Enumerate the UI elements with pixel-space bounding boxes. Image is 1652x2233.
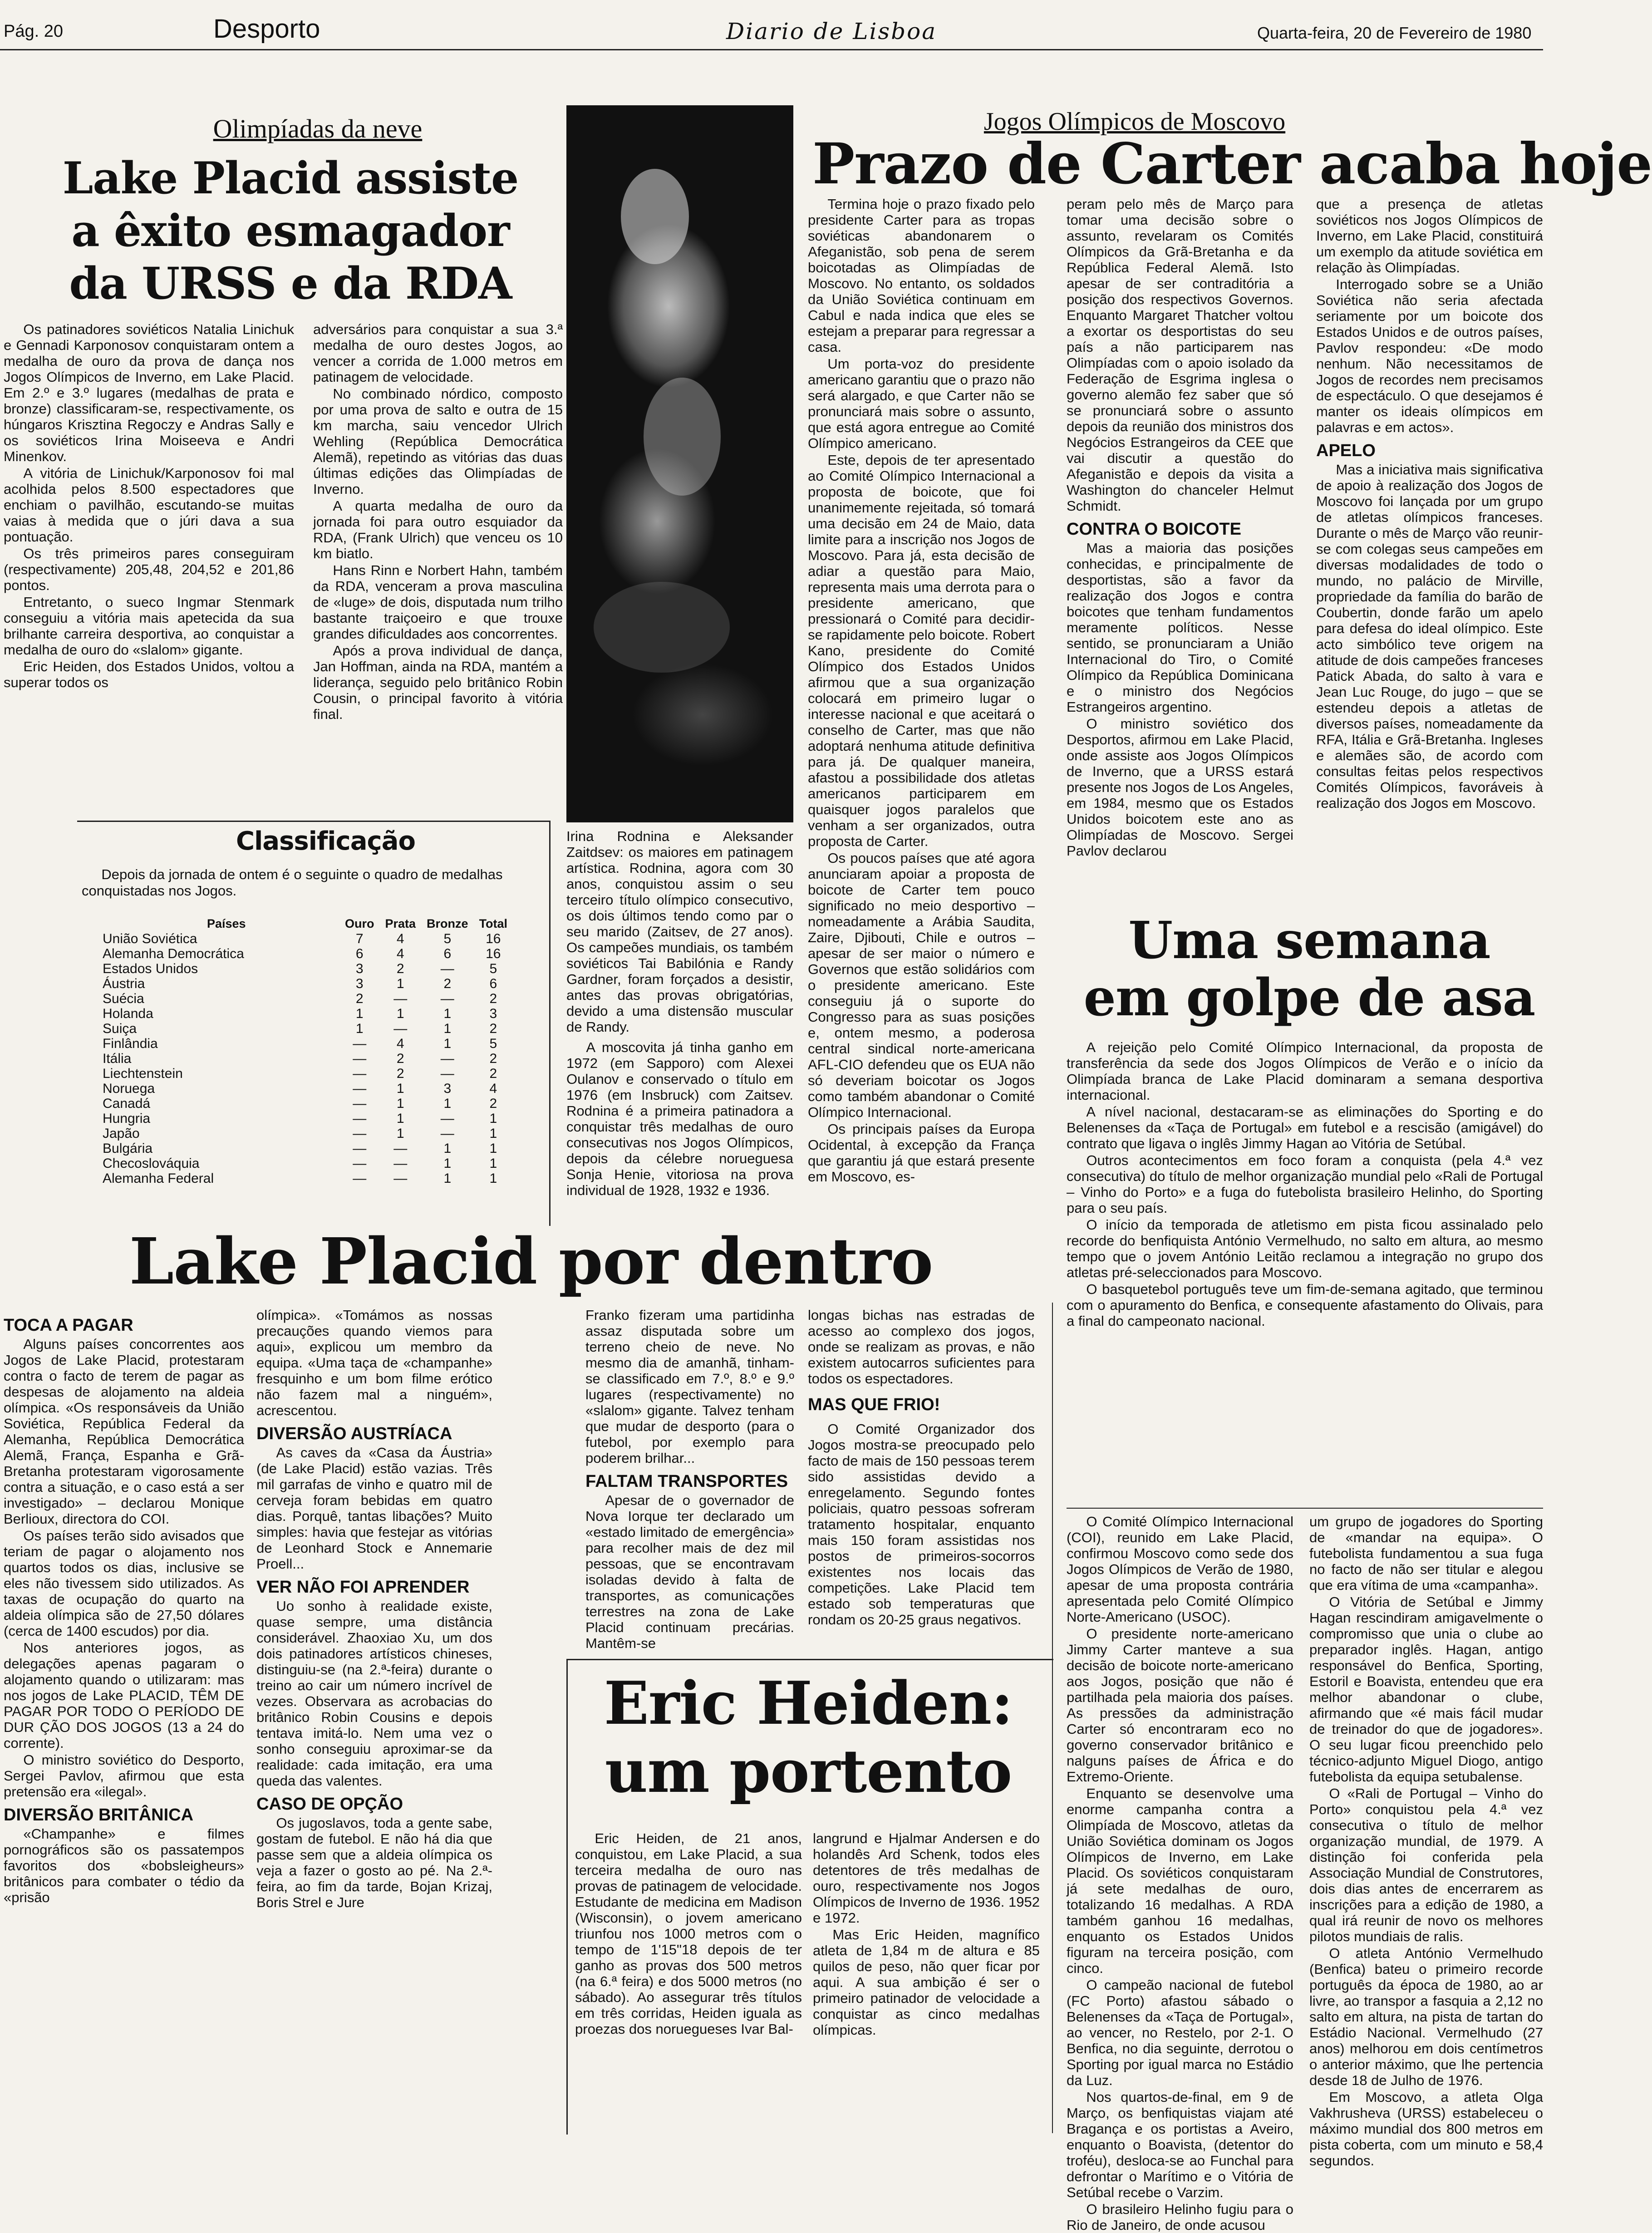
paragraph: Este, depois de ter apresentado ao Comité Olímpico Internacional a proposta de boicote, que foi unanimemente rejeitada, só tomará uma decisão em 24 de Maio, data limite para a inscrição nos Jogos de Moscovo. Para já, esta decisão de adiar a questão para Maio, representa mais uma derrota para o presidente americano, que pressionará o Comité para decidir-se rapidamente pelo boicote. Robert Kano, presidente do Comité Olímpico dos Estados Unidos afirmou que a sua organização colocará em primeiro lugar o interesse nacional e que aceitará o conselho de Carter, mas que não adoptará nenhuma atitude definitiva para já. De qualquer maneira, afastou a possibilidade dos atletas americanos participarem em quaisquer jogos paralelos que venham a ser organizados, outra proposta de Carter.: [808, 452, 1035, 849]
col-header-silver: Prata: [385, 917, 416, 930]
rodnina-column: [566, 828, 793, 1219]
header-rule: [0, 49, 1543, 50]
medal-country-cell: Alemanha Democrática: [103, 946, 244, 961]
col-header-gold: Ouro: [345, 917, 374, 930]
medal-table-row: [103, 991, 513, 1006]
medal-country-cell: Checoslováquia: [103, 1156, 200, 1171]
medal-gold-cell: —: [353, 1096, 367, 1111]
medal-total-cell: 3: [489, 1006, 497, 1021]
carter-col1: [808, 196, 1035, 1185]
paragraph: Em Moscovo, a atleta Olga Vakhrusheva (URSS) estabeleceu o máximo mundial dos 800 metros em pista coberta, com um minuto e 58,4 segundos.: [1309, 2089, 1543, 2169]
paragraph: As caves da «Casa da Áustria» (de Lake Placid) estão vazias. Três mil garrafas de vinho e quatro mil de cerveja foram bebidas em quatro dias. Porquê, tantas libações? Muito simples: havia que festejar as vitórias de Leonhard Stock e Annemarie Proell...: [256, 1445, 492, 1572]
paragraph: Mas a iniciativa mais significativa de apoio à realização dos Jogos de Moscovo foi lançada por um grupo de atletas olímpicos franceses. Durante o mês de Março vão reunir-se com colegas seus campeões em diversas modalidades de todo o mundo, no palácio de Mirville, propriedade da família do barão de Coubertin, donde farão um apelo para defesa do ideal olímpico. Este acto simbólico teve origem na atitude de dois campeões franceses Patick Abada, do salto à vara e Jean Luc Rouge, do jugo – que se estendeu depois a atletas de diversos países, nomeadamente da RFA, Itália e Grã-Bretanha. Ingleses e alemães são, de acordo com consultas feitas pelos respectivos Comités Olímpicos, favoráveis à realização dos Jogos em Moscovo.: [1316, 462, 1543, 811]
paragraph: olímpica». «Tomámos as nossas precauções quando viemos para aqui», explicou um membro da equipa. «Uma taça de «champanhe» fresquinho e um bom filme erótico não fazem mal a ninguém», acrescentou.: [256, 1307, 492, 1418]
medal-table: [103, 916, 513, 1186]
medal-silver-cell: 1: [396, 1126, 404, 1141]
paragraph: O ministro soviético dos Desportos, afirmou em Lake Placid, onde assiste aos Jogos Olímpicos de Inverno, que a URSS estará presente nos Jogos de Los Angeles, em 1984, mesmo que os Estados Unidos boicotem este ano as Olimpíadas de Moscovo. Sergei Pavlov declarou: [1067, 716, 1293, 859]
medal-country-cell: Estados Unidos: [103, 961, 198, 976]
medal-country-cell: Suiça: [103, 1021, 137, 1036]
medal-gold-cell: —: [353, 1081, 367, 1096]
olimpiadas-headline: [18, 152, 563, 310]
medal-total-cell: 2: [489, 1051, 497, 1066]
medal-silver-cell: —: [393, 991, 408, 1006]
paragraph: Mas Eric Heiden, magnífico atleta de 1,84 m de altura e 85 quilos de peso, não quer ficar por aqui. A sua ambição é ser o primeiro patinador de velocidade a conquistar as cinco medalhas olímpicas.: [813, 1927, 1040, 2038]
dentro-col3: [585, 1307, 794, 1652]
medal-table-row: [103, 1096, 513, 1111]
medal-total-cell: 6: [489, 976, 497, 991]
medal-bronze-cell: —: [440, 991, 454, 1006]
medal-silver-cell: 4: [396, 931, 404, 946]
paragraph: Termina hoje o prazo fixado pelo presidente Carter para as tropas soviéticas abandonarem o Afeganistão, sob pena de serem boicotadas as Olimpíadas de Moscovo. No entanto, os soldados da União Soviética continuam em Cabul e nada indica que eles se estejam a preparar para regressar a casa.: [808, 196, 1035, 355]
medal-table-row: [103, 1156, 513, 1171]
dentro-headline: Lake Placid por dentro: [129, 1225, 933, 1299]
medal-silver-cell: 1: [396, 976, 404, 991]
medal-country-cell: Suécia: [103, 991, 144, 1006]
paragraph: O Vitória de Setúbal e Jimmy Hagan rescindiram amigavelmente o compromisso que unia o clube ao preparador inglês. Hagan, antigo responsável do Benfica, Sporting, Estoril e Boavista, entendeu que era melhor abandonar o clube, afirmando que «é mais fácil mudar de treinador do que de jogadores». O seu lugar ficou preenchido pelo técnico-adjunto Miguel Diogo, antigo futebolista da equipa setubalense.: [1309, 1594, 1543, 1785]
medal-bronze-cell: 1: [443, 1021, 452, 1036]
medal-silver-cell: —: [393, 1021, 408, 1036]
paragraph: A quarta medalha de ouro da jornada foi para outro esquiador da RDA, (Frank Ulrich) que venceu os 10 km biatlo.: [313, 498, 563, 561]
medal-bronze-cell: —: [440, 1066, 454, 1081]
medal-silver-cell: 2: [396, 961, 404, 976]
paragraph: A nível nacional, destacaram-se as eliminações do Sporting e do Belenenses da «Taça de Portugal» em futebol e a rescisão (amigável) do contrato que ligava o inglês Jimmy Hagan ao Vitória de Setúbal.: [1067, 1104, 1543, 1151]
classificacao-title: Classificação: [236, 826, 415, 856]
medal-gold-cell: 1: [355, 1006, 364, 1021]
medal-total-cell: 16: [486, 946, 501, 961]
paragraph: No combinado nórdico, composto por uma prova de salto e outra de 15 km marcha, saiu vencedor Ulrich Wehling (República Democrática Alemã), repetindo as vitórias das duas últimas edições das Olimpíadas de Inverno.: [313, 386, 563, 497]
semana-col1: [1067, 1514, 1293, 2233]
medal-gold-cell: —: [353, 1036, 367, 1051]
medal-gold-cell: 7: [355, 931, 364, 946]
medal-bronze-cell: —: [440, 1111, 454, 1126]
medal-bronze-cell: 2: [443, 976, 452, 991]
medal-table-row: [103, 1141, 513, 1156]
paragraph: longas bichas nas estradas de acesso ao complexo dos jogos, onde se realizam as provas, e não existem autocarros suficientes para todos os espectadores.: [808, 1307, 1035, 1387]
semana-lead: [1067, 1039, 1543, 1502]
medal-bronze-cell: 1: [443, 1171, 452, 1186]
paragraph: Franko fizeram uma partidinha assaz disputada sobre um terreno cheio de neve. No mesmo dia de amanhã, tinham-se classificado em 7.º, 8.º e 9.º lugares (respectivamente) no «slalom» gigante. Talvez tenham que mudar de desporto (para o futebol, por exemplo para poderem brilhar...: [585, 1307, 794, 1466]
paragraph: adversários para conquistar a sua 3.ª medalha de ouro destes Jogos, ao vencer a corrida de 1.000 metros em patinagem de velocidade.: [313, 321, 563, 385]
medal-total-cell: 2: [489, 1021, 497, 1036]
medal-total-cell: 1: [489, 1141, 497, 1156]
paragraph: O brasileiro Helinho fugiu para o Rio de Janeiro, de onde acusou: [1067, 2201, 1293, 2233]
medal-silver-cell: 4: [396, 946, 404, 961]
medal-gold-cell: —: [353, 1126, 367, 1141]
skater-photo: [566, 105, 793, 822]
paragraph: Nos quartos-de-final, em 9 de Março, os benfiquistas viajam até Bragança e os portistas a Aveiro, enquanto o Boavista, (detentor do troféu), desloca-se ao Funchal para defrontar o Marítimo e o Vitória de Setúbal recebe o Varzim.: [1067, 2089, 1293, 2200]
medal-gold-cell: 6: [355, 946, 364, 961]
paragraph: A vitória de Linichuk/Karponosov foi mal acolhida pelos 8.500 espectadores que enchiam o pavilhão, escutando-se muitas vaias à medida que o júri dava a sua pontuação.: [4, 465, 294, 545]
heiden-col2: [813, 1830, 1040, 2130]
medal-total-cell: 16: [486, 931, 501, 946]
medal-total-cell: 1: [489, 1171, 497, 1186]
paragraph: Uo sonho à realidade existe, quase sempre, uma distância considerável. Zhaoxiao Xu, um dos dois patinadores artísticos chineses, distinguiu-se (na 2.ª-feira) durante o treino ao cair um número incrível de vezes. Observara as acrobacias do britânico Robin Cousins e depois tentava imitá-lo. Nem uma vez o sonho conseguiu aproximar-se da realidade: cada imitação, era uma queda das valentes.: [256, 1598, 492, 1789]
paragraph: Os jugoslavos, toda a gente sabe, gostam de futebol. E não há dia que passe sem que a aldeia olímpica os veja a fazer o gosto ao pé. Na 2.ª-feira, ao fim da tarde, Bojan Krizaj, Boris Strel e Jure: [256, 1815, 492, 1910]
paragraph: um grupo de jogadores do Sporting de «mandar na equipa». O futebolista fundamentou a sua fuga no facto de não ser titular e alegou que era vítima de uma «campanha».: [1309, 1514, 1543, 1593]
masthead-logo: Diario de Lisboa: [726, 18, 937, 44]
paragraph: Os poucos países que até agora anunciaram apoiar a proposta de boicote de Carter tem pouco significado no meio desportivo – nomeadamente a Arábia Saudita, Zaire, Djibouti, Chile e outros – apesar de ser maior o número e Governos que estão solidários com o presidente americano. Este conseguiu já o suporte do Congresso para as suas posições e, ontem mesmo, a poderosa central sindical norte-americana AFL-CIO defendeu que os EUA não só deveriam boicotar os Jogos como também abandonar o Comité Olímpico Internacional.: [808, 850, 1035, 1120]
paragraph: Entretanto, o sueco Ingmar Stenmark conseguiu a vitória mais apetecida da sua brilhante carreira desportiva, ao conquistar a medalha de ouro do «slalom» gigante.: [4, 594, 294, 658]
medal-gold-cell: —: [353, 1066, 367, 1081]
medal-silver-cell: 2: [396, 1051, 404, 1066]
paragraph: O campeão nacional de futebol (FC Porto) afastou sábado o Belenenses da «Taça de Portugal», ao vencer, no Restelo, por 2-1. O Benfica, no dia seguinte, derrotou o Sporting por igual marca no Estádio da Luz.: [1067, 1977, 1293, 2088]
paragraph: O atleta António Vermelhudo (Benfica) bateu o primeiro recorde português da época de 1980, ao ar livre, ao transpor a fasquia a 2,12 no salto em altura, na pista de tartan do Estádio Nacional. Vermelhudo (27 anos) melhorou em dois centímetros o anterior máximo, que lhe pertencia desde 18 de Julho de 1976.: [1309, 1945, 1543, 2088]
medal-bronze-cell: 6: [443, 946, 452, 961]
paragraph: O ministro soviético do Desporto, Sergei Pavlov, afirmou que esta pretensão era «ilegal».: [4, 1752, 244, 1800]
paragraph: Outros acontecimentos em foco foram a conquista (pela 4.ª vez consecutiva) do título de melhor organização mundial pelo «Rali de Portugal – Vinho do Porto» e a fuga do futebolista brasileiro Helinho, do Sporting para o seu país.: [1067, 1152, 1543, 1216]
medal-table-row: [103, 976, 513, 991]
medal-gold-cell: 1: [355, 1021, 364, 1036]
paragraph: «Champanhe» e filmes pornográficos são os passatempos favoritos dos «bobsleigheurs» britânicos para combater o tédio da «prisão: [4, 1826, 244, 1905]
medal-country-cell: Holanda: [103, 1006, 153, 1021]
subhead-caso-de-opcao: CASO DE OPÇÃO: [256, 1795, 403, 1814]
paragraph: Após a prova individual de dança, Jan Hoffman, ainda na RDA, mantém a liderança, seguido pelo britânico Robin Cousin, o principal favorito à vitória final.: [313, 643, 563, 722]
medal-country-cell: Áustria: [103, 976, 145, 991]
medal-total-cell: 1: [489, 1126, 497, 1141]
page-number: Pág. 20: [4, 22, 63, 41]
col-header-countries: Países: [207, 917, 246, 930]
semana-headline: [1071, 912, 1548, 1027]
paragraph: O início da temporada de atletismo em pista ficou assinalado pelo recorde do benfiquista António Vermelhudo, no salto em altura, ao mesmo tempo que o jovem António Leitão reclamou a integração no grupo dos atletas pré-seleccionados para Moscovo.: [1067, 1217, 1543, 1280]
medal-country-cell: Finlândia: [103, 1036, 158, 1051]
medal-silver-cell: 2: [396, 1066, 404, 1081]
medal-country-cell: Bulgária: [103, 1141, 153, 1156]
medal-total-cell: 5: [489, 961, 497, 976]
paragraph: Os patinadores soviéticos Natalia Linichuk e Gennadi Karponosov conquistaram ontem a medalha de ouro da prova de dança nos Jogos Olímpicos de Inverno, em Lake Placid. Em 2.º e 3.º lugares (medalhas de prata e bronze) classificaram-se, respectivamente, os húngaros Krisztina Regoczy e Andras Sally e os soviéticos Irina Moiseeva e Andri Minenkov.: [4, 321, 294, 464]
paragraph: Irina Rodnina e Aleksander Zaitdsev: os maiores em patinagem artística. Rodnina, agora com 30 anos, conquistou assim o seu terceiro título olímpico consecutivo, os dois últimos tendo como par o seu marido (Zaitsev, de 27 anos). Os campeões mundiais, os também soviéticos Tai Babilónia e Randy Gardner, foram forçados a desistir, antes das provas obrigatórias, devido a uma distensão muscular de Randy.: [566, 828, 793, 1035]
subhead-contra-o-boicote: CONTRA O BOICOTE: [1067, 520, 1241, 539]
medal-bronze-cell: 1: [443, 1141, 452, 1156]
semana-headline-line1: Uma semana: [1128, 911, 1490, 970]
classificacao-intro: Depois da jornada de ontem é o seguinte o quadro de medalhas conquistadas nos Jogos.: [82, 866, 503, 899]
medal-silver-cell: —: [393, 1141, 408, 1156]
medal-gold-cell: —: [353, 1171, 367, 1186]
medal-country-cell: Liechtenstein: [103, 1066, 183, 1081]
paragraph: Hans Rinn e Norbert Hahn, também da RDA, venceram a prova masculina de «luge» de dois, disputada num trilho bastante traiçoeiro e que trouxe grandes dificuldades aos concorrentes.: [313, 562, 563, 642]
medal-total-cell: 4: [489, 1081, 497, 1096]
olimpiadas-headline-line2: a êxito esmagador: [71, 205, 510, 256]
paragraph: Nos anteriores jogos, as delegações apenas pagaram o alojamento quando o utilizaram: mas nos jogos de Lake PLACID, TÊM DE PAGAR POR TODO O PERÍODO DE DUR ÇÃO DOS JOGOS (13 a 24 do corrente).: [4, 1640, 244, 1751]
medal-bronze-cell: 3: [443, 1081, 452, 1096]
medal-gold-cell: 3: [355, 961, 364, 976]
olimpiadas-headline-line1: Lake Placid assiste: [62, 152, 519, 204]
carter-headline: Prazo de Carter acaba hoje: [812, 131, 1652, 197]
paragraph: O Comité Organizador dos Jogos mostra-se preocupado pelo facto de mais de 150 pessoas terem sido assistidas devido a enregelamento. Segundo fontes policiais, quatro pessoas sofreram tratamento hospitalar, enquanto mais 150 foram assistidas nos postos de primeiros-socorros existentes nos locais das competições. Lake Placid tem estado sob temperaturas que rondam os 20-25 graus negativos.: [808, 1421, 1035, 1628]
issue-date: Quarta-feira, 20 de Fevereiro de 1980: [1257, 24, 1532, 42]
paragraph: Os países terão sido avisados que teriam de pagar o alojamento nos quartos todos os dias, inclusive se eles não tivessem sido utilizados. As taxas de ocupação do quarto na aldeia olímpica são de 27,50 dólares (cerca de 1400 escudos) por dia.: [4, 1528, 244, 1639]
subhead-toca-a-pagar: TOCA A PAGAR: [4, 1316, 133, 1335]
medal-gold-cell: 3: [355, 976, 364, 991]
medal-table-header: [103, 916, 513, 931]
col-header-total: Total: [479, 917, 508, 930]
paragraph: Interrogado sobre se a União Soviética não seria afectada seriamente por um boicote dos Estados Unidos e de outros países, Pavlov respondeu: «De modo nenhum. Não necessitamos de Jogos de recordes nem precisamos de espectáculo. O que desejamos é manter os ideais olímpicos em palavras e em actos».: [1316, 276, 1543, 435]
paragraph: O presidente norte-americano Jimmy Carter manteve a sua decisão de boicote norte-americano aos Jogos, posição que não é partilhada pela maioria dos países. As pressões da administração Carter só encontraram eco no governo conservador britânico e nalguns países de África e do Extremo-Oriente.: [1067, 1626, 1293, 1785]
medal-table-row: [103, 1171, 513, 1186]
paragraph: O «Rali de Portugal – Vinho do Porto» conquistou pela 4.ª vez consecutiva o título de melhor organização mundial, de 1979. A distinção foi conferida pela Associação Mundial de Construtores, dois dias antes de encerrarem as inscrições para a edição de 1980, a qual irá reunir de novo os melhores pilotos mundiais de ralis.: [1309, 1785, 1543, 1944]
paragraph: Um porta-voz do presidente americano garantiu que o prazo não será alargado, e que Carter não se pronunciará mais sobre o assunto, que está agora entregue ao Comité Olímpico americano.: [808, 356, 1035, 451]
medal-total-cell: 2: [489, 991, 497, 1006]
paragraph: peram pelo mês de Março para tomar uma decisão sobre o assunto, revelaram os Comités Olímpicos da Grã-Bretanha e da República Federal Alemã. Isto apesar de ser contraditória a posição dos respectivos Governos. Enquanto Margaret Thatcher voltou a exortar os desportistas do seu país a não participarem nas Olimpíadas com o apoio isolado da Federação de Esgrima inglesa o governo alemão fez saber que só se pronunciará sobre o assunto depois da reunião dos ministros dos Negócios Estrangeiros da CEE que vai discutir a questão do Afeganistão e depois da visita a Washington do chanceler Helmut Schmidt.: [1067, 196, 1293, 514]
medal-total-cell: 1: [489, 1156, 497, 1171]
medal-silver-cell: —: [393, 1171, 408, 1186]
medal-gold-cell: —: [353, 1051, 367, 1066]
medal-silver-cell: 1: [396, 1111, 404, 1126]
paragraph: Os principais países da Europa Ocidental, à excepção da França que garantiu já que estará presente em Moscovo, es-: [808, 1121, 1035, 1185]
paragraph: langrund e Hjalmar Andersen e do holandês Ard Schenk, todos eles detentores de três medalhas de ouro, respectivamente nos Jogos Olímpicos de Inverno de 1936. 1952 e 1972.: [813, 1830, 1040, 1926]
paragraph: Os três primeiros pares conseguiram (respectivamente) 205,48, 204,52 e 201,86 pontos.: [4, 546, 294, 593]
medal-country-cell: União Soviética: [103, 931, 197, 946]
medal-bronze-cell: 1: [443, 1036, 452, 1051]
medal-silver-cell: 1: [396, 1006, 404, 1021]
dentro-col4: [808, 1307, 1035, 1652]
medal-country-cell: Japão: [103, 1126, 140, 1141]
paragraph: Mas a maioria das posições conhecidas, e principalmente de desportistas, são a favor da realização dos Jogos e contra boicotes que tenham fundamentos meramente políticos. Nesse sentido, se pronunciaram a União Internacional do Tiro, o Comité Olímpico da República Dominicana e o ministro dos Negócios Estrangeiros argentino.: [1067, 540, 1293, 715]
medal-total-cell: 2: [489, 1096, 497, 1111]
paragraph: A moscovita já tinha ganho em 1972 (em Sapporo) com Alexei Oulanov e conservado o título em 1976 (em Insbruck) com Zaitsev. Rodnina é a primeira patinadora a conquistar três medalhas de ouro consecutivas nos Jogos Olímpicos, depois da célebre norueguesa Sonja Henie, vitoriosa na prova individual de 1928, 1932 e 1936.: [566, 1039, 793, 1198]
medal-table-row: [103, 1066, 513, 1081]
medal-table-row: [103, 1006, 513, 1021]
subhead-diversao-austriaca: DIVERSÃO AUSTRÍACA: [256, 1424, 452, 1443]
medal-table-row: [103, 946, 513, 961]
medal-silver-cell: —: [393, 1156, 408, 1171]
medal-table-row: [103, 1036, 513, 1051]
medal-total-cell: 2: [489, 1066, 497, 1081]
medal-gold-cell: —: [353, 1156, 367, 1171]
medal-bronze-cell: 1: [443, 1096, 452, 1111]
paragraph: que a presença de atletas soviéticos nos Jogos Olímpicos de Inverno, em Lake Placid, constituirá um exemplo da atitude soviética em relação às Olimpíadas.: [1316, 196, 1543, 275]
medal-bronze-cell: 1: [443, 1006, 452, 1021]
olimpiadas-headline-line3: da URSS e da RDA: [69, 258, 512, 309]
carter-col3: [1316, 196, 1543, 904]
subhead-faltam-transportes: FALTAM TRANSPORTES: [585, 1472, 788, 1491]
medal-silver-cell: 4: [396, 1036, 404, 1051]
paragraph: Eric Heiden, dos Estados Unidos, voltou a superar todos os: [4, 659, 294, 690]
medal-silver-cell: 1: [396, 1096, 404, 1111]
medal-silver-cell: 1: [396, 1081, 404, 1096]
paragraph: O basquetebol português teve um fim-de-semana agitado, que terminou com o apuramento do Benfica, e consequente afastamento do Olivais, para a final do campeonato nacional.: [1067, 1281, 1543, 1329]
medal-country-cell: Itália: [103, 1051, 132, 1066]
medal-gold-cell: —: [353, 1111, 367, 1126]
subhead-diversao-britanica: DIVERSÃO BRITÂNICA: [4, 1805, 194, 1825]
medal-country-cell: Noruega: [103, 1081, 155, 1096]
medal-gold-cell: 2: [355, 991, 364, 1006]
dentro-col2: [256, 1307, 492, 2133]
subhead-mas-que-frio: MAS QUE FRIO!: [808, 1395, 940, 1414]
subhead-apelo: APELO: [1316, 441, 1376, 460]
medal-table-row: [103, 1081, 513, 1096]
classificacao-box: [77, 821, 551, 1226]
semana-headline-line2: em golpe de asa: [1083, 968, 1535, 1028]
medal-total-cell: 1: [489, 1111, 497, 1126]
semana-col2: [1309, 1514, 1543, 2169]
heiden-headline-line1: Eric Heiden:: [604, 1668, 1013, 1738]
medal-table-row: [103, 961, 513, 976]
medal-table-row: [103, 931, 513, 946]
medal-gold-cell: —: [353, 1141, 367, 1156]
carter-col2: [1067, 196, 1293, 904]
medal-total-cell: 5: [489, 1036, 497, 1051]
medal-table-row: [103, 1021, 513, 1036]
semana-divider: [1067, 1508, 1543, 1509]
medal-table-row: [103, 1051, 513, 1066]
olimpiadas-kicker: Olimpíadas da neve: [213, 114, 423, 143]
medal-bronze-cell: —: [440, 1051, 454, 1066]
col-header-bronze: Bronze: [427, 917, 468, 930]
paragraph: Apesar de o governador de Nova Iorque ter declarado um «estado limitado de emergência» para recolher mais de dez mil pessoas, que se encontravam isoladas devido à falta de transportes, as comunicações terrestres na zona de Lake Placid continuam precárias. Mantêm-se: [585, 1492, 794, 1651]
medal-bronze-cell: —: [440, 1126, 454, 1141]
heiden-box: [566, 1659, 1053, 2135]
medal-country-cell: Alemanha Federal: [103, 1171, 214, 1186]
paragraph: Enquanto se desenvolve uma enorme campanha contra a Olimpíada de Moscovo, atletas da União Soviética dominam os Jogos Olímpicos de Inverno, em Lake Placid. Os soviéticos conquistaram já sete medalhas de ouro, totalizando 16 medalhas. A RDA também ganhou 16 medalhas, enquanto os Estados Unidos figuram na terceira posição, com cinco.: [1067, 1785, 1293, 1976]
subhead-ver-nao-foi-aprender: VER NÃO FOI APRENDER: [256, 1578, 470, 1597]
section-name: Desporto: [213, 14, 320, 44]
medal-table-row: [103, 1126, 513, 1141]
paragraph: O Comité Olímpico Internacional (COI), reunido em Lake Placid, confirmou Moscovo como sede dos Jogos Olímpicos de Verão de 1980, apesar de uma proposta contrária apresentada pelo Comité Olímpico Norte-Americano (USOC).: [1067, 1514, 1293, 1625]
paragraph: A rejeição pelo Comité Olímpico Internacional, da proposta de transferência da sede dos Jogos Olímpicos de Verão e o início da Olimpíada branca de Lake Placid dominaram a semana desportiva internacional.: [1067, 1039, 1543, 1103]
carter-kicker: Jogos Olímpicos de Moscovo: [983, 108, 1286, 136]
olimpiadas-col2: [313, 321, 563, 830]
paragraph: Alguns países concorrentes aos Jogos de Lake Placid, protestaram contra o facto de terem de pagar as despesas de alojamento na aldeia olímpica. «Os responsáveis da União Soviética, República Federal da Alemanha, República Democrática Alemã, França, Espanha e Grã-Bretanha protestaram vigorosamente contra a situação, e o caso está a ser investigado» – declarou Monique Berlioux, directora do COI.: [4, 1336, 244, 1527]
heiden-headline-line2: um portento: [605, 1736, 1012, 1806]
paragraph: Eric Heiden, de 21 anos, conquistou, em Lake Placid, a sua terceira medalha de ouro nas provas de patinagem de velocidade. Estudante de medicina em Madison (Wisconsin), o jovem americano triunfou nos 1000 metros com o tempo de 1'15"18 depois de ter ganho as provas dos 500 metros (na 6.ª feira) e dos 5000 metros (no sábado). Ao assegurar três títulos em três corridas, Heiden iguala as proezas dos noruegueses Ivar Bal-: [575, 1830, 802, 2037]
heiden-col1: [575, 1830, 802, 2130]
medal-bronze-cell: 5: [443, 931, 452, 946]
medal-country-cell: Hungria: [103, 1111, 151, 1126]
olimpiadas-col1: [4, 321, 294, 830]
medal-bronze-cell: —: [440, 961, 454, 976]
medal-country-cell: Canadá: [103, 1096, 151, 1111]
dentro-col1: [4, 1316, 244, 2133]
medal-table-row: [103, 1111, 513, 1126]
medal-bronze-cell: 1: [443, 1156, 452, 1171]
